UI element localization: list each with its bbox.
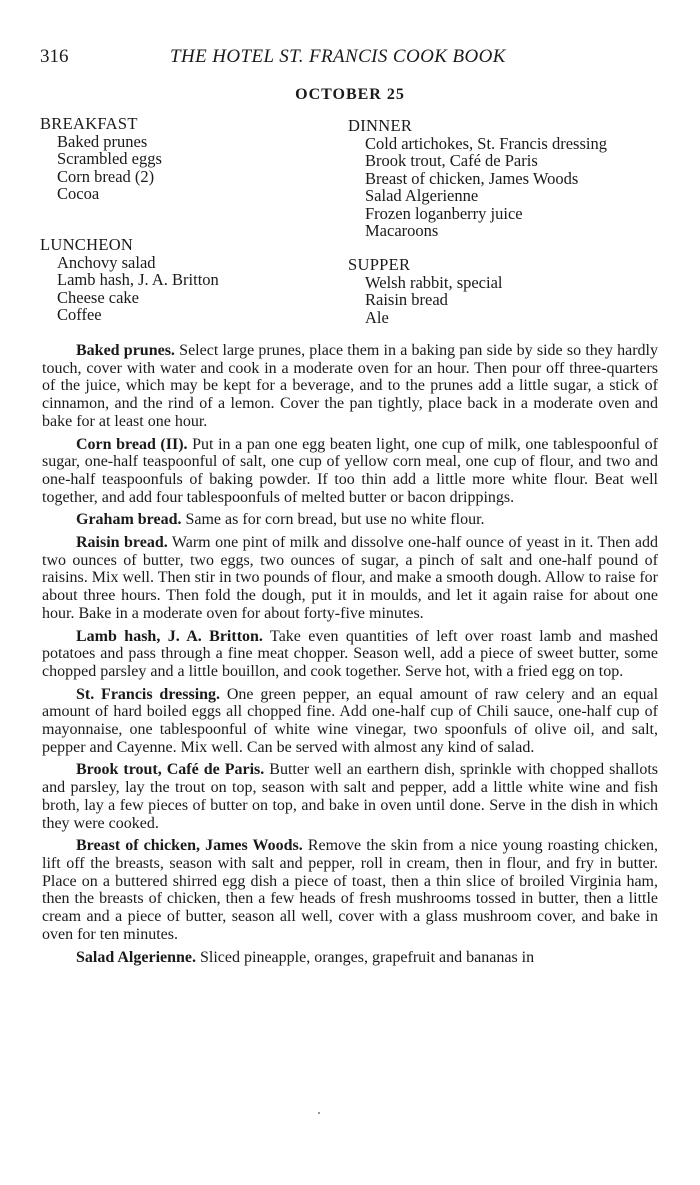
- menu-item: Breast of chicken, James Woods: [365, 168, 579, 188]
- dinner-menu: [348, 117, 607, 240]
- recipe-raisin-bread: [42, 534, 658, 623]
- menu-item: Welsh rabbit, special: [365, 272, 503, 292]
- recipe-section: [42, 342, 658, 971]
- page-header: [40, 46, 660, 70]
- recipe-body: Same as for corn bread, but use no white flour.: [185, 511, 485, 529]
- recipe-title: Salad Algerienne.: [76, 948, 197, 966]
- dinner-heading: DINNER: [348, 116, 413, 135]
- menu-item: Raisin bread: [365, 290, 448, 309]
- menu-date: OCTOBER 25: [295, 86, 405, 103]
- supper-heading: SUPPER: [348, 255, 411, 274]
- menu-item: Macaroons: [365, 221, 439, 240]
- recipe-body: Butter well an earthern dish, sprinkle with chopped shallots and parsley, lay the trout on top, season with salt and pepper, add a little white wine and fish broth, lay a few pieces of butter on top, and bake in oven until done. Serve in the dish in which they were cooked.: [42, 761, 659, 832]
- recipe-breast-of-chicken: [42, 837, 658, 943]
- page-number: 316: [40, 46, 69, 67]
- menu-item: Scrambled eggs: [57, 149, 162, 168]
- recipe-body: Sliced pineapple, oranges, grapefruit and bananas in: [200, 948, 535, 966]
- recipe-title: Brook trout, Café de Paris.: [76, 761, 265, 779]
- recipe-title: St. Francis dressing.: [76, 685, 221, 703]
- menu-item: Salad Algerienne: [365, 186, 479, 205]
- menu-item: Baked prunes: [57, 131, 148, 151]
- recipe-body: Take even quantities of left over roast lamb and mashed potatoes and pass through a fine meat chopper. Season well, add a piece of sweet butter, some chopped parsley and a little bouillon, and cook together. Serve hot, with a fried egg on top.: [42, 627, 658, 680]
- recipe-baked-prunes: [42, 342, 658, 431]
- supper-menu: [348, 256, 503, 326]
- recipe-title: Breast of chicken, James Woods.: [76, 837, 303, 855]
- recipe-title: Baked prunes.: [76, 342, 175, 359]
- recipe-title: Graham bread.: [76, 511, 182, 529]
- menu-item: Cold artichokes, St. Francis dressing: [365, 133, 607, 153]
- breakfast-heading: BREAKFAST: [40, 114, 138, 133]
- recipe-body: Warm one pint of milk and dissolve one-half ounce of yeast in it. Then add two ounces of butter, two eggs, two ounces of sugar, a pinch of salt and one-half pound of raisins. Mix well. Then stir in two pounds of flour, and make a smooth dough. Allow to raise for about three hours. Then fold the dough, put it in moulds, and let it again raise for about one hour. Bake in a moderate oven for about forty-five minutes.: [42, 534, 658, 622]
- menu-item: Corn bread (2): [57, 166, 155, 186]
- menu-item: Frozen loganberry juice: [365, 203, 523, 223]
- recipe-graham-bread: [42, 511, 658, 529]
- recipe-title: Corn bread (II).: [76, 435, 188, 453]
- luncheon-menu: [40, 236, 219, 324]
- menu-item: Ale: [365, 307, 389, 327]
- breakfast-menu: [40, 115, 162, 203]
- menu-item: Coffee: [57, 305, 102, 324]
- recipe-st-francis-dressing: [42, 686, 658, 757]
- recipe-salad-algerienne: [42, 949, 658, 967]
- recipe-brook-trout: [42, 761, 658, 832]
- recipe-lamb-hash: [42, 628, 658, 681]
- recipe-body: Select large prunes, place them in a baking pan side by side so they hardly touch, cover with water and cook in a moderate oven for an hour. Then pour off three-quarters of the juice, which may be kept for a beverage, and to the prunes add a little sugar, a stick of cinnamon, and the rind of a lemon. Cover the pan tightly, place back in a moderate oven and bake for at least one hour.: [42, 342, 658, 430]
- menu-item: Cheese cake: [57, 287, 139, 307]
- recipe-title: Lamb hash, J. A. Britton.: [76, 627, 263, 645]
- menu-item: Anchovy salad: [57, 252, 156, 272]
- menu-item: Lamb hash, J. A. Britton: [57, 270, 219, 289]
- menu-item: Cocoa: [57, 184, 100, 203]
- recipe-title: Raisin bread.: [76, 534, 168, 552]
- recipe-body: Put in a pan one egg beaten light, one cup of milk, one tablespoonful of sugar, one-half teaspoonful of salt, one cup of yellow corn meal, one cup of flour, and two and one-half teaspoonfuls of baking powder. If too thin add a little more white flour. Beat well together, and add four tablespoonfuls of melted butter or bacon drippings.: [42, 435, 659, 506]
- printer-mark: [318, 1112, 320, 1114]
- menu-item: Brook trout, Café de Paris: [365, 151, 538, 170]
- recipe-body: One green pepper, an equal amount of raw celery and an equal amount of hard boiled eggs all chopped fine. Add one-half cup of Chili sauce, one-half cup of mayonnaise, one tablespoonful of white wine vinegar, two spoonfuls of olive oil, and salt, pepper and Cayenne. Mix well. Can be served with almost any kind of salad.: [42, 685, 659, 756]
- recipe-corn-bread: [42, 436, 658, 507]
- recipe-body: Remove the skin from a nice young roasting chicken, lift off the breasts, season with salt and pepper, roll in cream, then in flour, and fry in butter. Place on a buttered shirred egg dish a piece of toast, then a thin slice of broiled Virginia ham, then the breasts of chicken, then a few heads of fresh mushrooms tossed in butter, then a little cream and a piece of butter, season all well, cover with a glass mushroom cover, and bake in oven for ten minutes.: [42, 837, 658, 943]
- running-title: THE HOTEL ST. FRANCIS COOK BOOK: [170, 46, 506, 67]
- luncheon-heading: LUNCHEON: [40, 235, 134, 254]
